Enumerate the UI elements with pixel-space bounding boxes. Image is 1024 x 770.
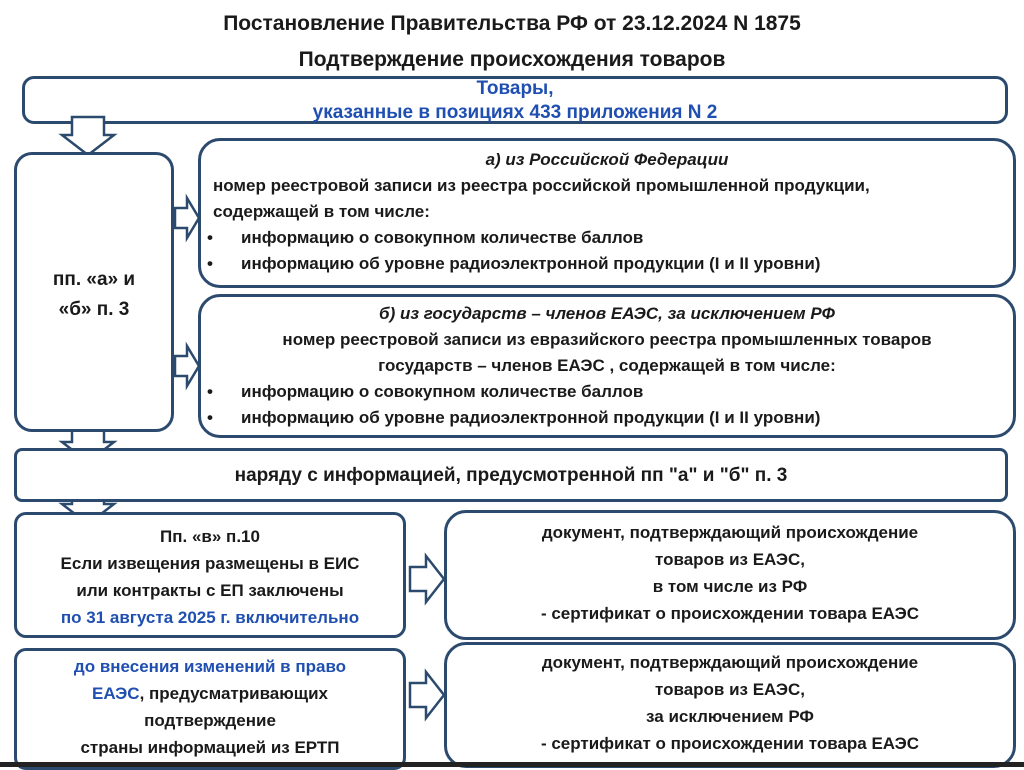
along-with-info-text: наряду с информацией, предусмотренной пп "а" и "б" п. 3 bbox=[234, 465, 788, 486]
cert1-line2: товаров из ЕАЭС, bbox=[654, 550, 806, 569]
document-title: Постановление Правительства РФ от 23.12.2024 N 1875 bbox=[223, 12, 801, 35]
before-changes-line4: страны информацией из ЕРТП bbox=[80, 738, 340, 757]
cert2-line2: товаров из ЕАЭС, bbox=[654, 680, 806, 699]
document-subtitle: Подтверждение происхождения товаров bbox=[298, 48, 726, 71]
point-v-contracts: или контракты с ЕП заключены bbox=[76, 581, 344, 600]
points-a-b-line1: пп. «а» и bbox=[52, 269, 136, 290]
point-v-box bbox=[14, 512, 406, 638]
point-v-deadline: по 31 августа 2025 г. включительно bbox=[60, 608, 360, 627]
eaeu-heading: б) из государств – членов ЕАЭС, за исключением РФ bbox=[379, 304, 835, 323]
eaeu-including-line: государств – членов ЕАЭС , содержащей в том числе: bbox=[378, 356, 836, 375]
right-arrow-icon bbox=[410, 556, 446, 602]
eaeu-box bbox=[198, 294, 1016, 438]
cert2-line1: документ, подтверждающий происхождение bbox=[541, 653, 919, 672]
along-with-info-box bbox=[14, 448, 1008, 502]
cert1-line1: документ, подтверждающий происхождение bbox=[541, 523, 919, 542]
cert1-line4: - сертификат о происхождении товара ЕАЭС bbox=[540, 604, 920, 623]
goods-box bbox=[22, 76, 1008, 124]
point-v-notices: Если извещения размещены в ЕИС bbox=[60, 554, 360, 573]
goods-title: Товары, bbox=[476, 78, 554, 99]
russia-bullet-level: • информацию об уровне радиоэлектронной продукции (I и II уровни) bbox=[207, 254, 821, 273]
certificate-eaeu-rf-box bbox=[444, 510, 1016, 640]
before-changes-line2: ЕАЭС, предусматривающих bbox=[91, 684, 329, 703]
point-v-title: Пп. «в» п.10 bbox=[160, 527, 260, 546]
russia-including-line: содержащей в том числе: bbox=[213, 202, 430, 221]
before-changes-line3: подтверждение bbox=[144, 711, 276, 730]
russia-box bbox=[198, 138, 1016, 288]
before-changes-line1: до внесения изменений в право bbox=[73, 657, 347, 676]
before-changes-box bbox=[14, 648, 406, 770]
russia-registry-line: номер реестровой записи из реестра российской промышленной продукции, bbox=[213, 176, 870, 195]
goods-positions: указанные в позициях 433 приложения N 2 bbox=[312, 102, 718, 123]
points-a-b-box bbox=[14, 152, 174, 432]
cert1-line3: в том числе из РФ bbox=[652, 577, 808, 596]
certificate-eaeu-except-rf-box bbox=[444, 642, 1016, 768]
eaeu-bullet-level: • информацию об уровне радиоэлектронной продукции (I и II уровни) bbox=[207, 408, 821, 427]
eaeu-registry-line: номер реестровой записи из евразийского реестра промышленных товаров bbox=[282, 330, 932, 349]
right-arrow-icon bbox=[410, 672, 446, 718]
cert2-line4: - сертификат о происхождении товара ЕАЭС bbox=[540, 734, 920, 753]
eaeu-bullet-points: • информацию о совокупном количестве баллов bbox=[207, 382, 644, 401]
bottom-border bbox=[0, 762, 1024, 767]
cert2-line3: за исключением РФ bbox=[646, 707, 814, 726]
points-a-b-line2: «б» п. 3 bbox=[58, 299, 130, 320]
russia-heading: а) из Российской Федерации bbox=[485, 150, 729, 169]
russia-bullet-points: • информацию о совокупном количестве баллов bbox=[207, 228, 644, 247]
